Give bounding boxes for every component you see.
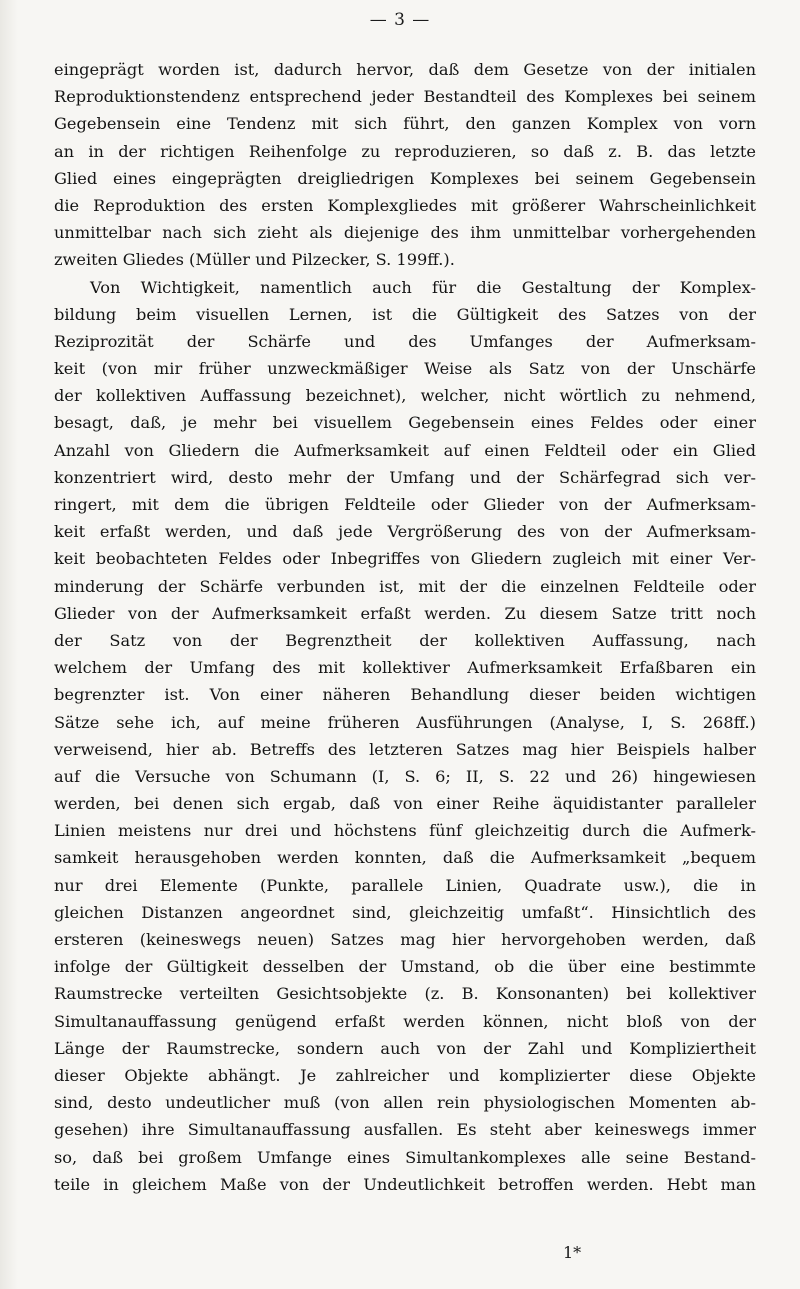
text-line: bildung beim visuellen Lernen, ist die Gültigkeit des Satzes von der	[54, 304, 756, 324]
text-line: eingeprägt worden ist, dadurch hervor, daß dem Gesetze von der initialen	[54, 60, 756, 79]
text-line: werden, bei denen sich ergab, daß von einer Reihe äquidistanter paralleler	[54, 794, 756, 814]
text-line: der Satz von der Begrenztheit der kollektiven Auffassung, nach	[54, 630, 756, 650]
text-line: Gegebensein eine Tendenz mit sich führt, den ganzen Komplex von vorn	[54, 114, 756, 134]
text-line: ringert, mit dem die übrigen Feldteile oder Glieder von der Aufmerksam-	[54, 495, 756, 514]
text-line: besagt, daß, je mehr bei visuellem Gegebensein eines Feldes oder einer	[54, 413, 756, 433]
text-line: Reziprozität der Schärfe und des Umfanges der Aufmerksam-	[54, 331, 756, 351]
text-line: verweisend, hier ab. Betreffs des letzteren Satzes mag hier Beispiels halber	[54, 739, 756, 759]
text-line: Anzahl von Gliedern die Aufmerksamkeit auf einen Feldteil oder ein Glied	[54, 440, 756, 460]
text-line: nur drei Elemente (Punkte, parallele Linien, Quadrate usw.), die in	[54, 875, 756, 895]
text-line: Glieder von der Aufmerksamkeit erfaßt werden. Zu diesem Satze tritt noch	[54, 603, 756, 623]
text-line: gesehen) ihre Simultanauffassung ausfallen. Es steht aber keineswegs immer	[54, 1120, 756, 1140]
text-line: teile in gleichem Maße von der Undeutlichkeit betroffen werden. Hebt man	[54, 1174, 756, 1194]
text-line: der kollektiven Auffassung bezeichnet), welcher, nicht wörtlich zu nehmend,	[54, 386, 756, 406]
text-line: Von Wichtigkeit, namentlich auch für die Gestaltung der Komplex-	[90, 277, 756, 297]
text-line: begrenzter ist. Von einer näheren Behandlung dieser beiden wichtigen	[54, 685, 756, 705]
page-number: — 3 —	[369, 10, 431, 30]
text-line: an in der richtigen Reihenfolge zu reproduzieren, so daß z. B. das letzte	[54, 141, 756, 161]
text-line: keit (von mir früher unzweckmäßiger Weise als Satz von der Unschärfe	[54, 359, 756, 379]
text-line: gleichen Distanzen angeordnet sind, gleichzeitig umfaßt“. Hinsichtlich des	[54, 902, 756, 922]
text-line: Länge der Raumstrecke, sondern auch von der Zahl und Kompliziertheit	[54, 1038, 756, 1058]
text-line: welchem der Umfang des mit kollektiver Aufmerksamkeit Erfaßbaren ein	[54, 658, 756, 678]
printer-signature: 1*	[563, 1243, 582, 1262]
text-line: unmittelbar nach sich zieht als diejenige des ihm unmittelbar vorhergehenden	[54, 223, 756, 243]
text-line: Raumstrecke verteilten Gesichtsobjekte (z. B. Konsonanten) bei kollektiver	[54, 984, 756, 1004]
text-line: ersteren (keineswegs neuen) Satzes mag hier hervorgehoben werden, daß	[54, 930, 756, 949]
text-line: infolge der Gültigkeit desselben der Umstand, ob die über eine bestimmte	[54, 957, 756, 977]
text-line: dieser Objekte abhängt. Je zahlreicher und komplizierter diese Objekte	[54, 1065, 756, 1085]
text-line: Simultanauffassung genügend erfaßt werden können, nicht bloß von der	[54, 1011, 756, 1031]
text-line: konzentriert wird, desto mehr der Umfang und der Schärfegrad sich ver-	[54, 467, 756, 487]
body-text	[54, 56, 756, 1225]
text-line: so, daß bei großem Umfange eines Simultankomplexes alle seine Bestand-	[54, 1147, 756, 1167]
text-line: keit erfaßt werden, und daß jede Vergrößerung des von der Aufmerksam-	[54, 522, 756, 542]
text-line: Reproduktionstendenz entsprechend jeder Bestandteil des Komplexes bei seinem	[54, 87, 756, 107]
text-line: minderung der Schärfe verbunden ist, mit der die einzelnen Feldteile oder	[54, 576, 756, 596]
page-gutter-shadow	[0, 0, 18, 1289]
text-line: Sätze sehe ich, auf meine früheren Ausführungen (Analyse, I, S. 268ff.)	[54, 712, 756, 732]
text-line: auf die Versuche von Schumann (I, S. 6; II, S. 22 und 26) hingewiesen	[54, 766, 756, 786]
text-line: zweiten Gliedes (Müller und Pilzecker, S. 199ff.).	[54, 250, 455, 270]
text-line	[54, 1198, 756, 1225]
text-line: Glied eines eingeprägten dreigliedrigen Komplexes bei seinem Gegebensein	[54, 168, 756, 188]
text-line: die Reproduktion des ersten Komplexgliedes mit größerer Wahrscheinlichkeit	[54, 195, 756, 215]
text-line: Linien meistens nur drei und höchstens fünf gleichzeitig durch die Aufmerk-	[54, 821, 756, 841]
text-line: sind, desto undeutlicher muß (von allen rein physiologischen Momenten ab-	[54, 1093, 756, 1113]
text-line: samkeit herausgehoben werden konnten, daß die Aufmerksamkeit „bequem	[54, 848, 756, 868]
text-line: keit beobachteten Feldes oder Inbegriffes von Gliedern zugleich mit einer Ver-	[54, 549, 756, 569]
